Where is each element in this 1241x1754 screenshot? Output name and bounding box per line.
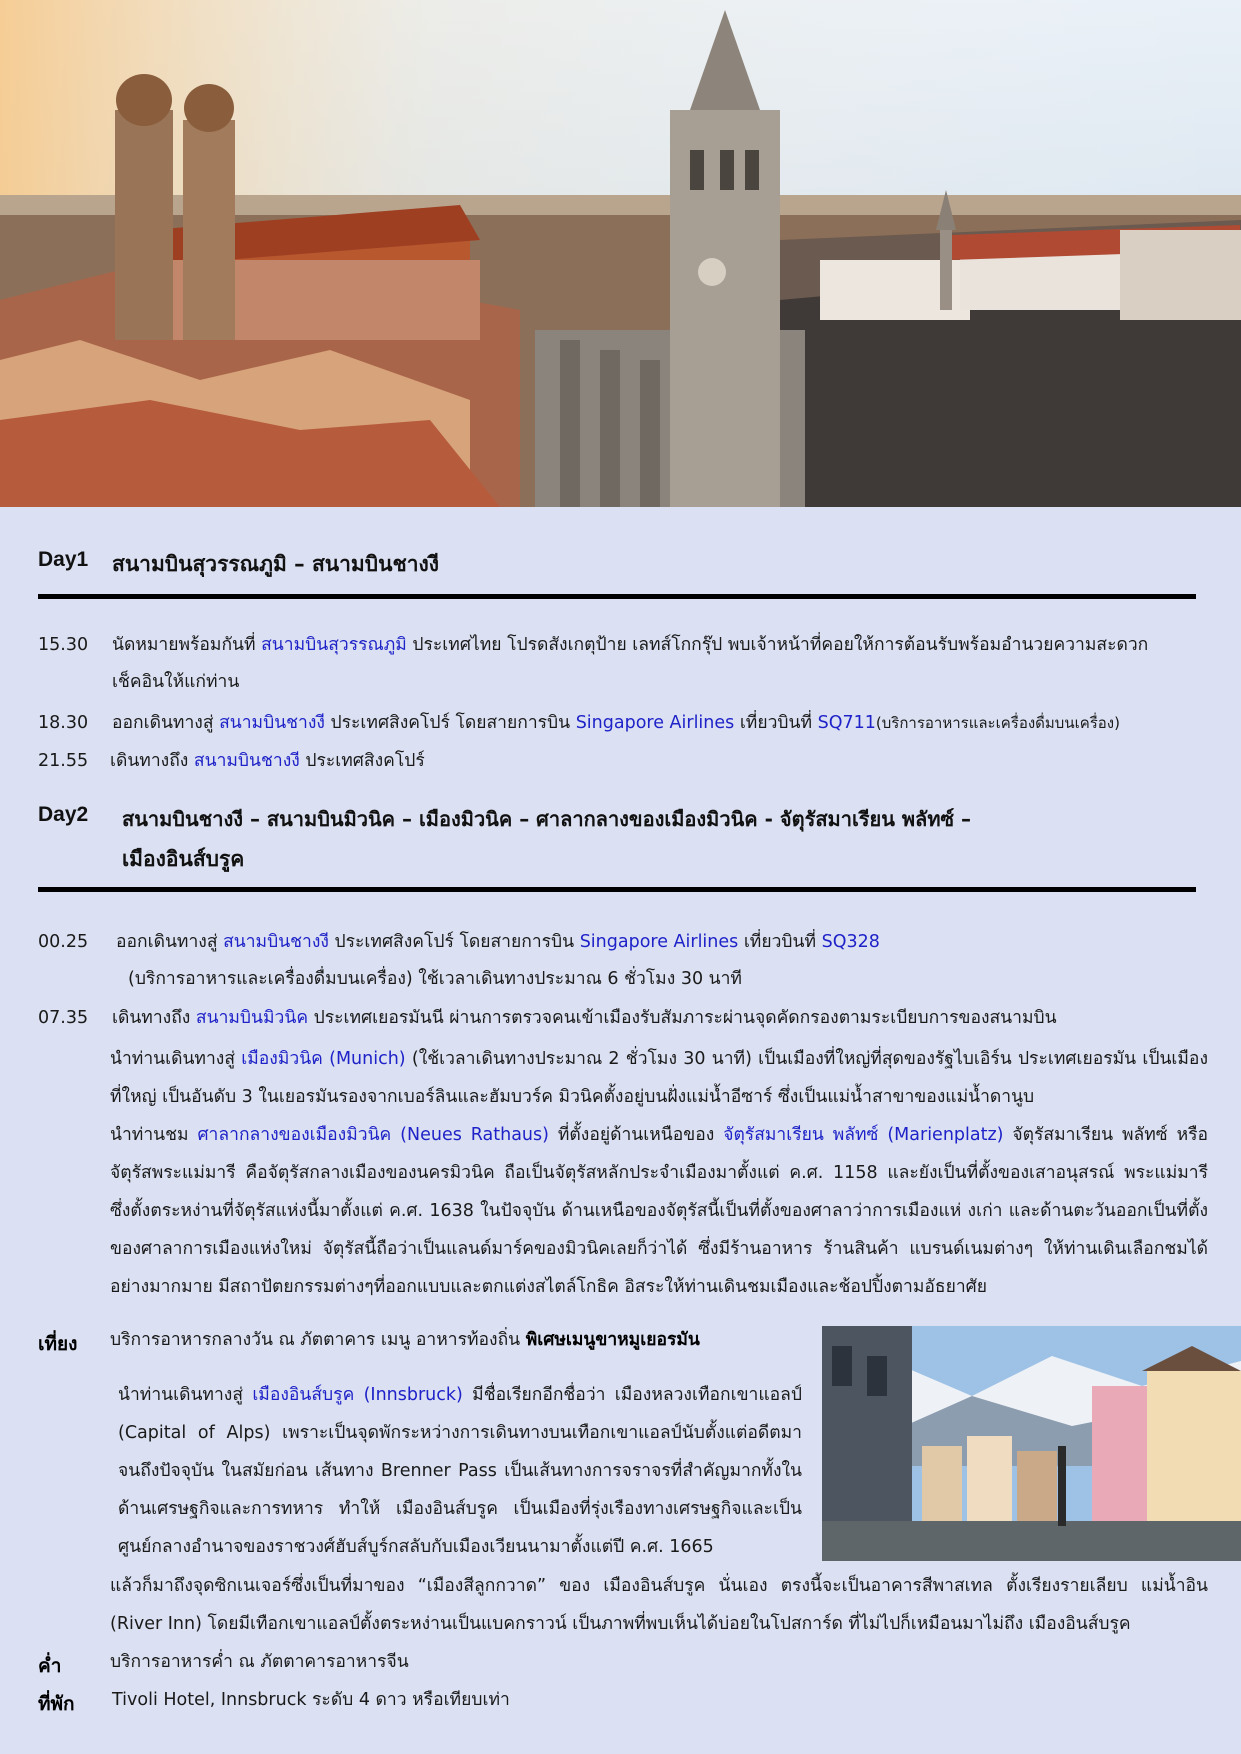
continuation: เช็คอินให้แก่ท่าน (112, 672, 240, 692)
innsbruck-photo (822, 1326, 1241, 1561)
day2-title-line2: เมืองอินส์บรูค (122, 847, 245, 871)
text: เดินทางถึง (112, 1008, 196, 1028)
day1-label: Day1 (38, 548, 89, 571)
text: ออกเดินทางสู่ (116, 932, 224, 952)
place: เมืองอินส์บรูค (Innsbruck) (252, 1385, 463, 1405)
place: สนามบินสุวรรณภูมิ (261, 635, 407, 655)
flight-number: SQ711 (817, 713, 876, 733)
text: เดินทางถึง (110, 751, 194, 771)
airline: Singapore Airlines (579, 932, 739, 952)
munich-paragraph (110, 1040, 1208, 1116)
text: เที่ยวบินที่ (734, 713, 818, 733)
text: ประเทศเยอรมันนี ผ่านการตรวจคนเข้าเมืองรับสัมภาระผ่านจุดคัดกรองตามระเบียบการของสนามบิน (308, 1008, 1057, 1028)
time: 15.30 (38, 635, 89, 655)
text: ประเทศสิงคโปร์ (299, 751, 425, 771)
text: เที่ยวบินที่ (738, 932, 822, 952)
text: ประเทศสิงคโปร์ โดยสายการบิน (328, 932, 580, 952)
note: (บริการอาหารและเครื่องดื่มบนเครื่อง) (875, 714, 1120, 732)
text: นัดหมายพร้อมกันที่ (112, 635, 262, 655)
day2-title-line1: สนามบินชางงี – สนามบินมิวนิค – เมืองมิวนิค – ศาลากลางของเมืองมิวนิค - จัตุรัสมาเรียน พลัทซ์ – (122, 807, 972, 831)
text: ที่ตั้งอยู่ด้านเหนือของ (548, 1125, 724, 1145)
place: สนามบินมิวนิค (195, 1008, 309, 1028)
text: จัตุรัสมาเรียน พลัทซ์ หรือ จัตุรัสพระแม่มารี คือจัตุรัสกลางเมืองของนครมิวนิค ถือเป็นจัตุรัสหลักประจำเมืองมาตั้งแต่ ค.ศ. 1158 และยังเป็นที่ตั้งของเสาอนุสรณ์ พระแม่มารี ซึ่งตั้งตระหง่านที่จัตุรัสแห่งนี้มาตั้งแต่ ค.ศ. 1638 ในปัจจุบัน ด้านเหนือของจัตุรัสนี้เป็นที่ตั้งของศาลาว่าการเมืองแห่ งเก่า และด้านตะวันออกเป็นที่ตั้งของศาลาการเมืองแห่งใหม่ จัตุรัสนี้ถือว่าเป็นแลนด์มาร์คของมิวนิคเลยก็ว่าได้ ซึ่งมีร้านอาหาร ร้านสินค้า แบรนด์เนมต่างๆ ให้ท่านเดินเลือกชมได้อย่างมากมาย มีสถาปัตยกรรมต่างๆที่ออกแบบและตกแต่งสไตล์โกธิค อิสระให้ท่านเดินชมเมืองและช้อปปิ้งตามอัธยาศัย (110, 1125, 1209, 1297)
continuation: (บริการอาหารและเครื่องดื่มบนเครื่อง) ใช้เวลาเดินทางประมาณ 6 ชั่วโมง 30 นาที (128, 969, 742, 989)
hotel-label: ที่พัก (38, 1693, 75, 1715)
time: 18.30 (38, 713, 89, 733)
airline: Singapore Airlines (575, 713, 735, 733)
day1-header (38, 548, 1196, 599)
time: 00.25 (38, 932, 89, 952)
place: สนามบินชางงี (223, 932, 329, 952)
text: มีชื่อเรียกอีกชื่อว่า เมืองหลวงเทือกเขาแอลป์ (Capital of Alps) เพราะเป็นจุดพักระหว่างการเดินทางบนเทือกเขาแอลป์นับตั้งแต่อดีตมาจนถึงปัจจุบัน ในสมัยก่อน เส้นทาง Brenner Pass เป็นเส้นทางการจราจรที่สำคัญมากทั้งในด้านเศรษฐกิจและการทหาร ทำให้ เมืองอินส์บรูค เป็นเมืองที่รุ่งเรืองทางเศรษฐกิจและเป็นศูนย์กลางอำนาจของราชวงศ์ฮับส์บูร์กสลับกับเมืองเวียนนามาตั้งแต่ปี ค.ศ. 1665 (118, 1385, 802, 1557)
text: นำท่านชม (110, 1125, 198, 1145)
day1-title: สนามบินสุวรรณภูมิ – สนามบินชางงี (112, 552, 439, 576)
text: ประเทศไทย โปรดสังเกตุป้าย เลทส์โกกรุ๊ป พบเจ้าหน้าที่คอยให้การต้อนรับพร้อมอำนวยความสะดวก (406, 635, 1149, 655)
innsbruck-paragraph (118, 1376, 802, 1566)
text: ออกเดินทางสู่ (112, 713, 220, 733)
dinner-text: บริการอาหารค่ำ ณ ภัตตาคารอาหารจีน (110, 1652, 409, 1672)
text: นำท่านเดินทางสู่ (110, 1049, 242, 1069)
hero-photo-munich (0, 0, 1241, 507)
place: ศาลากลางของเมืองมิวนิค (Neues Rathaus) (197, 1125, 549, 1145)
time: 21.55 (38, 751, 89, 771)
special-menu: พิเศษเมนูขาหมูเยอรมัน (525, 1330, 700, 1350)
time: 07.35 (38, 1008, 89, 1028)
place: สนามบินชางงี (219, 713, 325, 733)
innsbruck-continuation: แล้วก็มาถึงจุดซิกเนเจอร์ซึ่งเป็นที่มาของ “เมืองสีลูกกวาด” ของ เมืองอินส์บรูค นั่นเอง ตรงนี้จะเป็นอาคารสีพาสเทล ตั้งเรียงรายเลียบ แม่น้ำอิน (River Inn) โดยมีเทือกเขาแอลป์ตั้งตระหง่านเป็นแบคกราวน์ เป็นภาพที่พบเห็นได้บ่อยในโปสการ์ด ที่ไม่ไปก็เหมือนมาไม่ถึง เมืองอินส์บรูค (110, 1576, 1208, 1634)
meal-label: เที่ยง (38, 1333, 78, 1355)
day2-header (38, 795, 1196, 892)
text: (ใช้เวลาเดินทางประมาณ 2 ชั่วโมง 30 นาที) เป็นเมืองที่ใหญ่ที่สุดของรัฐไบเอิร์น ประเทศเยอรมัน เป็นเมืองที่ใหญ่ เป็นอันดับ 3 ในเยอรมันรองจากเบอร์ลินและฮัมบวร์ค มิวนิคตั้งอยู่บนฝั่งแม่น้ำอีซาร์ ซึ่งเป็นแม่น้ำสาขาของแม่น้ำดานูบ (110, 1049, 1208, 1107)
rathaus-paragraph (110, 1116, 1208, 1306)
text: บริการอาหารกลางวัน ณ ภัตตาคาร เมนู อาหารท้องถิ่น (110, 1330, 526, 1350)
meal-label: ค่ำ (38, 1655, 62, 1677)
text: นำท่านเดินทางสู่ (118, 1385, 253, 1405)
place: สนามบินชางงี (193, 751, 300, 771)
hotel-text: Tivoli Hotel, Innsbruck ระดับ 4 ดาว หรือเทียบเท่า (112, 1690, 510, 1710)
day2-label: Day2 (38, 803, 89, 826)
place: เมืองมิวนิค (Munich) (241, 1049, 406, 1069)
place: จัตุรัสมาเรียน พลัทซ์ (Marienplatz) (723, 1125, 1004, 1145)
flight-number: SQ328 (821, 932, 880, 952)
text: ประเทศสิงคโปร์ โดยสายการบิน (324, 713, 576, 733)
